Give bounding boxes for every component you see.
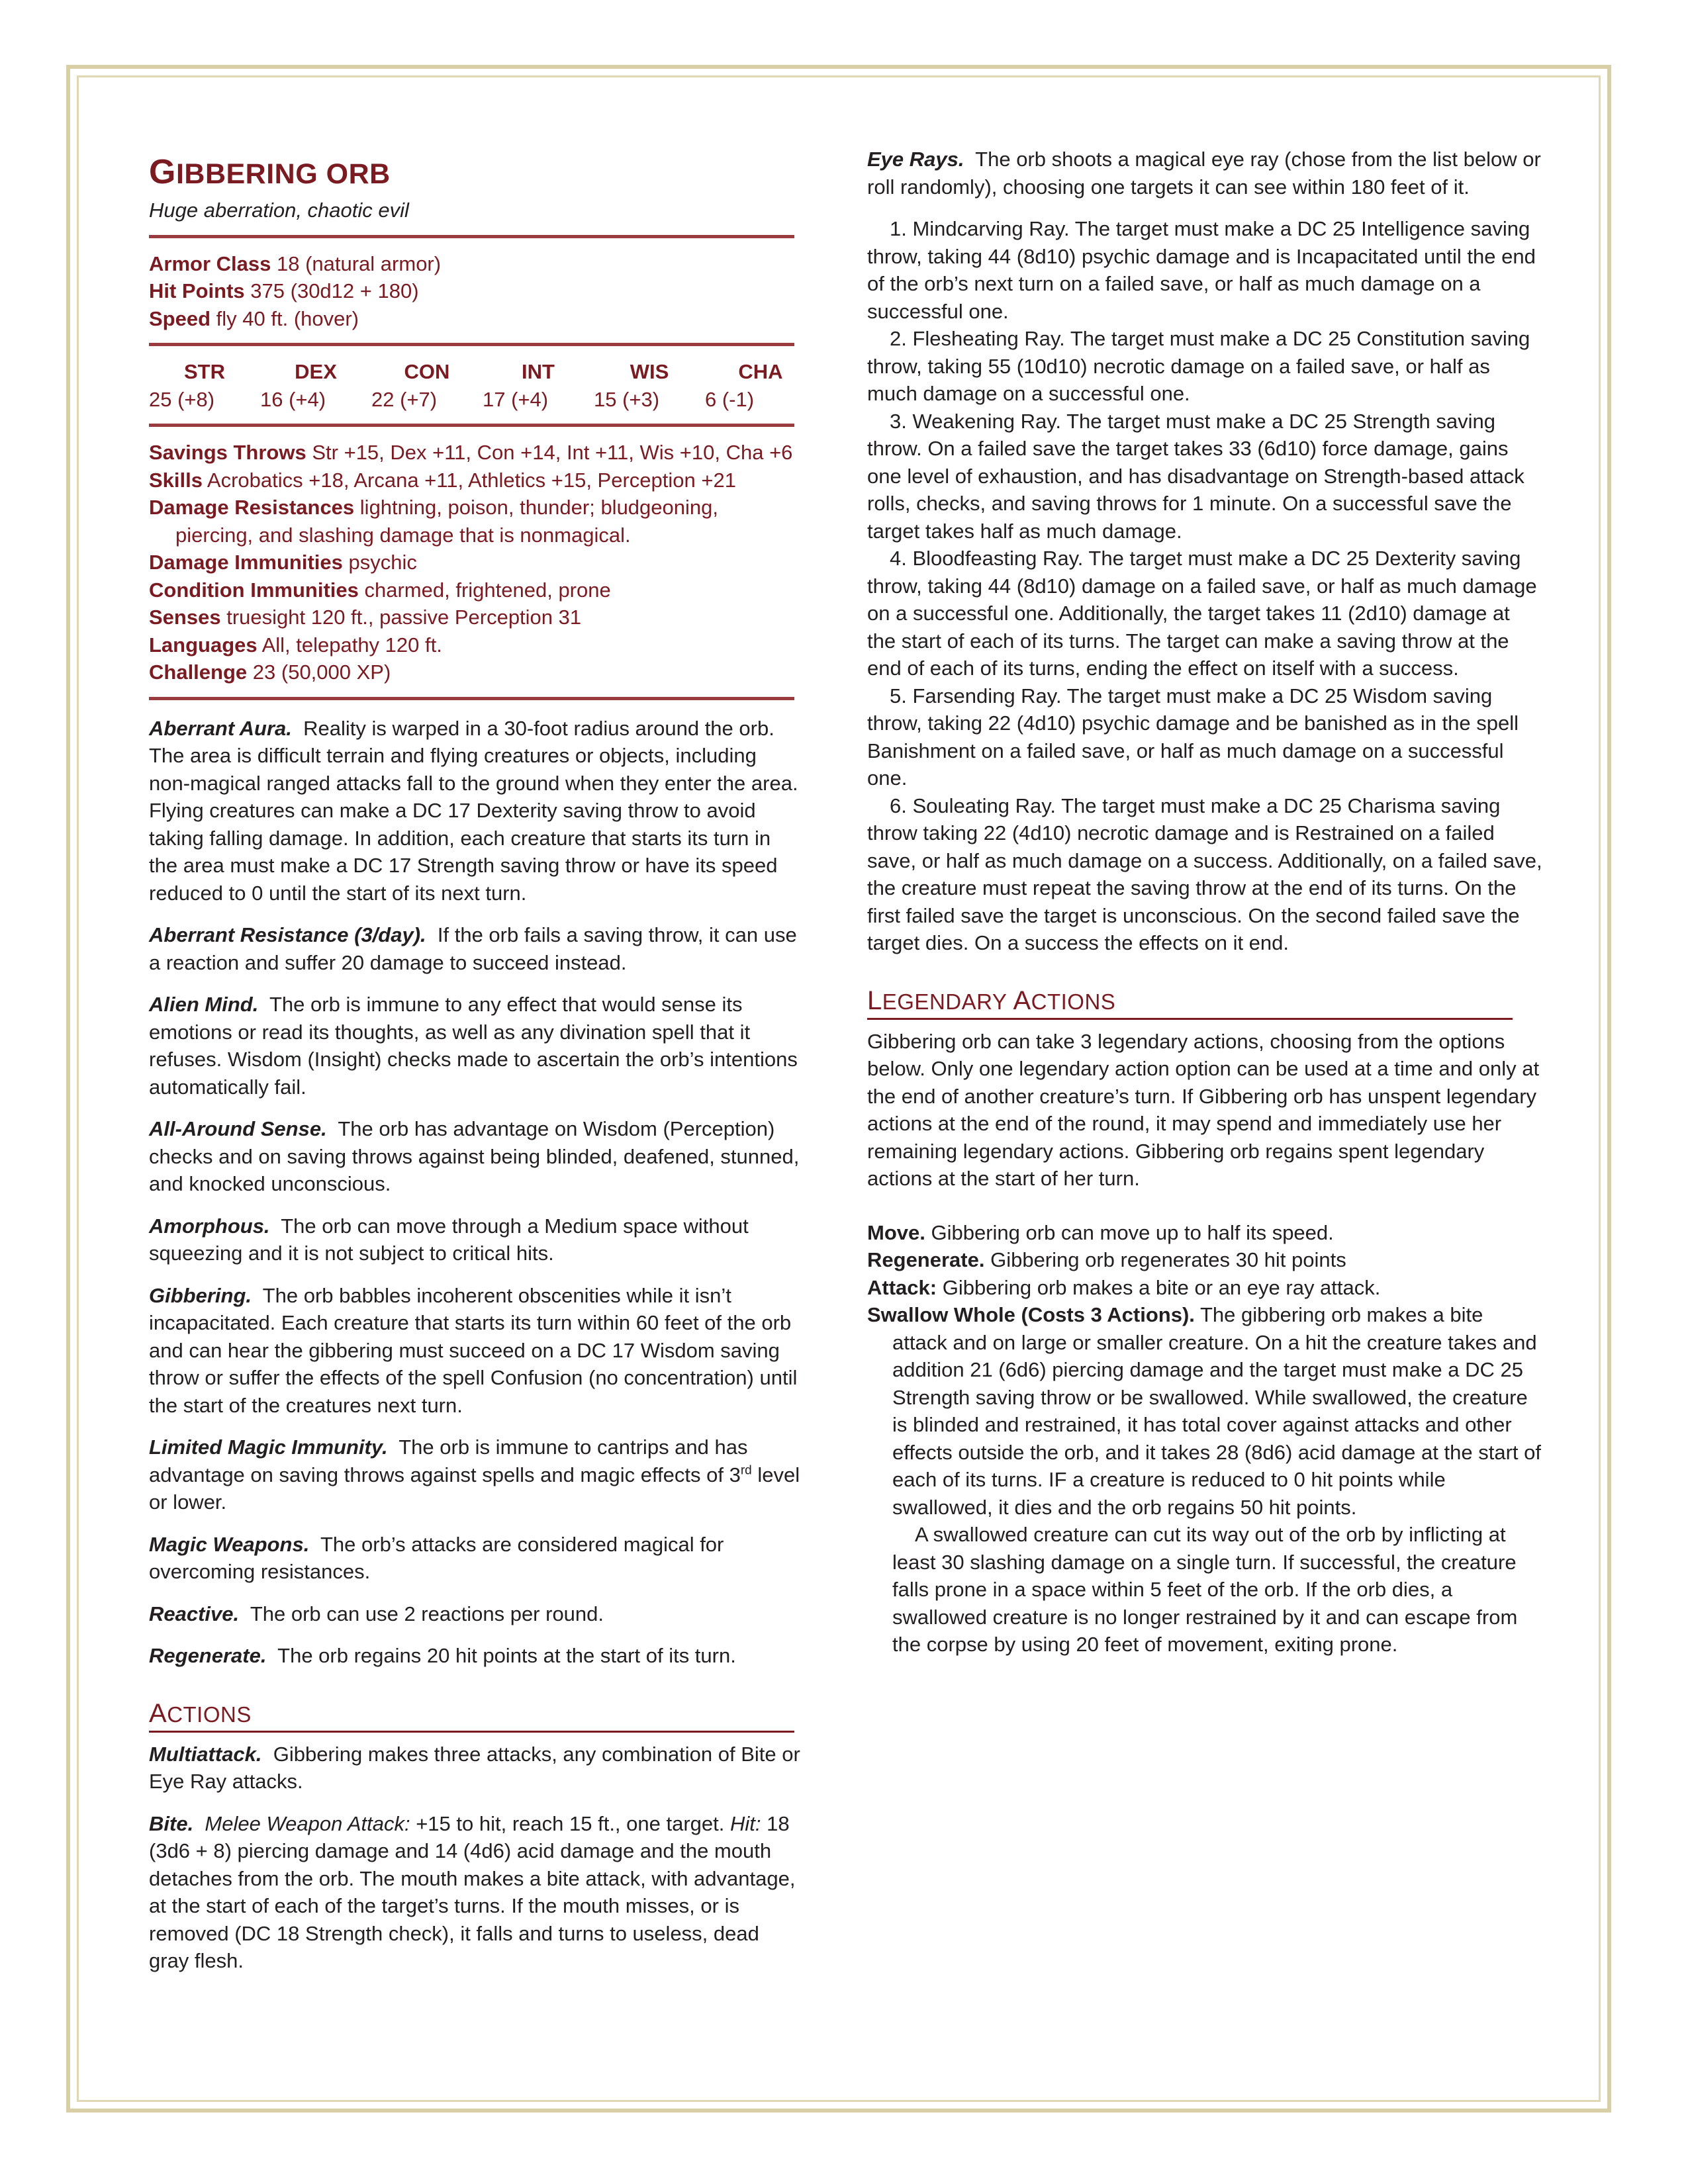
attack-type: Melee Weapon Attack: [205,1811,410,1835]
damage-resistances [149,494,801,549]
divider [149,343,794,346]
trait-limited-magic-immunity [149,1433,801,1516]
action-text-hit: 18 (3d6 + 8) piercing damage and 14 (4d6) acid damage and the mouth detaches from the orb. The mouth makes a bite attack, with advantage, at the start of each of the target’s turns. If the mouth misses, or is removed (DC 18 Strength check), it falls and turns to useless, dead gray flesh. [149,1811,796,1972]
skills-value: Acrobatics +18, Arcana +11, Athletics +15, Perception +21 [207,468,736,492]
ability-value-con: 22 (+7) [371,387,438,411]
monster-type: Huge aberration, chaotic evil [149,199,409,222]
trait-name: Amorphous. [149,1214,270,1238]
trait-text: The orb’s attacks are considered magical for overcoming resistances. [149,1532,724,1583]
senses-value: truesight 120 ft., passive Perception 31 [226,606,582,629]
speed-label: Speed [149,306,211,330]
hp-value: 375 (30d12 + 180) [250,279,419,302]
legendary-action-name: Move. [867,1220,925,1244]
legendary-heading-initial: L [867,985,882,1015]
senses-label: Senses [149,606,221,629]
monster-name [149,152,801,194]
ability-value-dex: 16 (+4) [260,387,326,411]
monster-name-rest: IBBERING ORB [175,158,391,190]
trait-text: The orb regains 20 hit points at the start of its turn. [277,1644,736,1667]
actions-heading-initial: A [149,1698,167,1728]
legendary-move [867,1219,1542,1247]
eye-ray-3: 3. Weakening Ray. The target must make a DC 25 Strength saving throw. On a failed save the target takes 33 (6d10) force damage, gains one level of exhaustion, and has disadvantage on Strength-based attack rolls, checks, and saving throws for 1 minute. On a successful save the target takes half as much damage. [867,409,1524,543]
di-value: psychic [348,551,417,574]
hp-label: Hit Points [149,279,245,302]
ability-value-int: 17 (+4) [483,387,549,411]
action-eye-rays [867,146,1542,201]
legendary-swallow-escape: A swallowed creature can cut its way out of the orb by inflicting at least 30 slashing damage on a single turn. If successful, the creature falls prone in a space within 5 feet of the orb. If the orb dies, a swallowed creature is no longer restrained by it and can escape from the corpse by using 20 feet of movement, exiting prone. [892,1523,1518,1656]
trait-aberrant-aura [149,715,801,907]
trait-text: Reality is warped in a 30-foot radius around the orb. The area is difficult terrain and flying creatures or objects, including non-magical ranged attacks fall to the ground when they enter the area. Flying creatures can make a DC 17 Dexterity saving throw to avoid taking falling damage. In addition, each creature that starts its turn in the area must make a DC 17 Strength saving throw or have its speed reduced to 0 until the start of its next turn. [149,716,798,905]
hit-points [149,277,801,305]
ac-value: 18 (natural armor) [276,251,442,275]
trait-name: Alien Mind. [149,993,259,1016]
legendary-swallow-whole [867,1301,1542,1521]
legendary-heading-mid: EGENDARY [882,989,1013,1014]
divider [149,697,794,700]
senses [149,604,801,631]
ability-header-int: INT [522,360,555,383]
trait-alien-mind [149,991,801,1101]
trait-name: Aberrant Resistance (3/day). [149,923,426,946]
divider [149,235,794,238]
ability-value-str: 25 (+8) [149,387,215,411]
trait-text: The orb can use 2 reactions per round. [250,1602,604,1625]
dr-value: lightning, poison, thunder; bludgeoning, piercing, and slashing damage that is nonmagical. [175,496,718,547]
trait-name: Magic Weapons. [149,1532,310,1556]
ac-label: Armor Class [149,251,271,275]
ordinal-suffix: rd [740,1463,752,1478]
action-text: The orb shoots a magical eye ray (chose from the list below or roll randomly), choosing one targets it can see within 180 feet of it. [867,148,1541,199]
armor-class [149,250,801,278]
saves-value: Str +15, Dex +11, Con +14, Int +11, Wis +10, Cha +6 [312,441,793,464]
skills [149,467,801,494]
legendary-action-text: The gibbering orb makes a bite attack and on large or smaller creature. On a hit the creature takes and addition 21 (6d6) piercing damage and the target must make a DC 25 Strength saving throw or be swallowed. While swallowed, the creature is blinded and restrained, it has total cover against attacks and other effects outside the orb, and it takes 28 (8d6) acid damage at the start of each of its turns. IF a creature is reduced to 0 hit points while swallowed, it dies and the orb regains 50 hit points. [892,1303,1541,1519]
action-name: Bite. [149,1811,194,1835]
ability-header-wis: WIS [630,360,669,383]
legendary-action-name: Swallow Whole (Costs 3 Actions). [867,1303,1195,1326]
ability-value-wis: 15 (+3) [594,387,660,411]
languages [149,631,801,659]
di-label: Damage Immunities [149,551,343,574]
damage-immunities [149,549,801,576]
actions-heading-rest: CTIONS [167,1702,252,1727]
left-column [149,146,801,1975]
divider [149,424,794,427]
trait-name: Gibbering. [149,1283,252,1307]
legendary-actions-heading [867,985,1513,1020]
trait-text: The orb can move through a Medium space without squeezing and it is not subject to critical hits. [149,1214,749,1265]
speed [149,305,801,333]
action-bite [149,1810,801,1975]
trait-text: If the orb fails a saving throw, it can use a reaction and suffer 20 damage to succeed instead. [149,923,797,974]
languages-value: All, telepathy 120 ft. [261,633,442,657]
legendary-attack [867,1274,1542,1302]
saves-label: Savings Throws [149,441,306,464]
trait-all-around-sense [149,1115,801,1198]
trait-name: Reactive. [149,1602,240,1625]
trait-gibbering [149,1282,801,1420]
eye-ray-5: 5. Farsending Ray. The target must make a DC 25 Wisdom saving throw, taking 22 (4d10) psychic damage and be banished as in the spell Banishment on a failed save, or half as much damage on a successful one. [867,684,1519,790]
challenge-value: 23 (50,000 XP) [252,660,391,684]
actions-heading [149,1698,794,1733]
saving-throws [149,439,801,467]
trait-amorphous [149,1212,801,1267]
speed-value: fly 40 ft. (hover) [216,306,359,330]
action-multiattack [149,1741,801,1796]
right-column [867,146,1542,1659]
action-text: Gibbering makes three attacks, any combination of Bite or Eye Ray attacks. [149,1742,800,1793]
eye-ray-1: 1. Mindcarving Ray. The target must make a DC 25 Intelligence saving throw, taking 44 (8d10) psychic damage and is Incapacitated until the end of the orb’s next turn on a failed save, or half as much damage on a successful one. [867,217,1536,323]
challenge [149,659,801,686]
hit-label: Hit: [730,1811,761,1835]
legendary-heading-initial-2: A [1013,985,1031,1015]
dr-label: Damage Resistances [149,496,355,519]
legendary-action-text: Gibbering orb regenerates 30 hit points [984,1248,1346,1271]
eye-ray-4: 4. Bloodfeasting Ray. The target must make a DC 25 Dexterity saving throw, taking 44 (8d10) damage on a failed save, or half as much damage on a successful one. Additionally, the target takes 11 (2d10) damage at the start of each of its turns. The target can make a saving throw at the end of each of its turns, ending the effect on itself with a success. [867,547,1537,680]
trait-magic-weapons [149,1531,801,1586]
ability-header-con: CON [404,360,450,383]
ability-header-str: STR [184,360,225,383]
skills-label: Skills [149,468,203,492]
monster-name-initial: G [149,153,176,191]
challenge-label: Challenge [149,660,248,684]
legendary-regenerate [867,1246,1542,1274]
legendary-action-text: Gibbering orb can move up to half its speed. [925,1220,1334,1244]
languages-label: Languages [149,633,258,657]
action-text: +15 to hit, reach 15 ft., one target. [410,1811,730,1835]
ability-header-dex: DEX [295,360,337,383]
eye-ray-6: 6. Souleating Ray. The target must make a DC 25 Charisma saving throw taking 22 (4d10) necrotic damage and is Restrained on a failed save, or half as much damage on a success. Additionally, on a failed save, the creature must repeat the saving throw at the end of its turns. On the first failed save the target is unconscious. On the second failed save the target dies. On a success the effects on it end. [867,794,1542,954]
trait-aberrant-resistance [149,921,801,976]
action-name: Multiattack. [149,1742,262,1766]
ci-value: charmed, frightened, prone [364,578,611,602]
action-name: Eye Rays. [867,148,964,171]
legendary-action-name: Attack: [867,1275,937,1299]
ability-scores [149,358,801,413]
trait-text: The orb is immune to any effect that would sense its emotions or read its thoughts, as well as any divination spell that it refuses. Wisdom (Insight) checks made to ascertain the orb’s intentions automatically fail. [149,993,798,1099]
ability-value-cha: 6 (-1) [705,387,755,411]
condition-immunities [149,576,801,604]
trait-name: All-Around Sense. [149,1117,327,1140]
ci-label: Condition Immunities [149,578,359,602]
legendary-intro: Gibbering orb can take 3 legendary actions, choosing from the options below. Only one legendary action option can be used at a time and only at the end of another creature’s turn. If Gibbering orb has unspent legendary actions at the end of the round, it may spend and immediately use her remaining legendary actions. Gibbering orb regains spent legendary actions at the start of her turn. [867,1029,1540,1190]
legendary-heading-rest: CTIONS [1031,989,1116,1014]
trait-text: The orb babbles incoherent obscenities while it isn’t incapacitated. Each creature that starts its turn within 60 feet of the orb and can hear the gibbering must succeed on a DC 17 Wisdom saving throw or suffer the effects of the spell Confusion (no concentration) until the start of the creatures next turn. [149,1283,798,1417]
trait-text: The orb is immune to cantrips and has advantage on saving throws against spells and magic effects of 3 [149,1435,748,1486]
trait-text: The orb has advantage on Wisdom (Perception) checks and on saving throws against being blinded, deafened, stunned, and knocked unconscious. [149,1117,800,1195]
trait-reactive [149,1600,801,1628]
trait-text-end: level or lower. [149,1463,800,1514]
trait-name: Limited Magic Immunity. [149,1435,388,1459]
trait-regenerate [149,1642,801,1670]
legendary-action-text: Gibbering orb makes a bite or an eye ray attack. [937,1275,1381,1299]
ability-header-cha: CHA [738,360,783,383]
legendary-action-name: Regenerate. [867,1248,985,1271]
eye-ray-2: 2. Flesheating Ray. The target must make a DC 25 Constitution saving throw, taking 55 (10d10) necrotic damage on a failed save, or half as much damage on a successful one. [867,327,1530,405]
trait-name: Aberrant Aura. [149,716,292,740]
trait-name: Regenerate. [149,1644,267,1667]
